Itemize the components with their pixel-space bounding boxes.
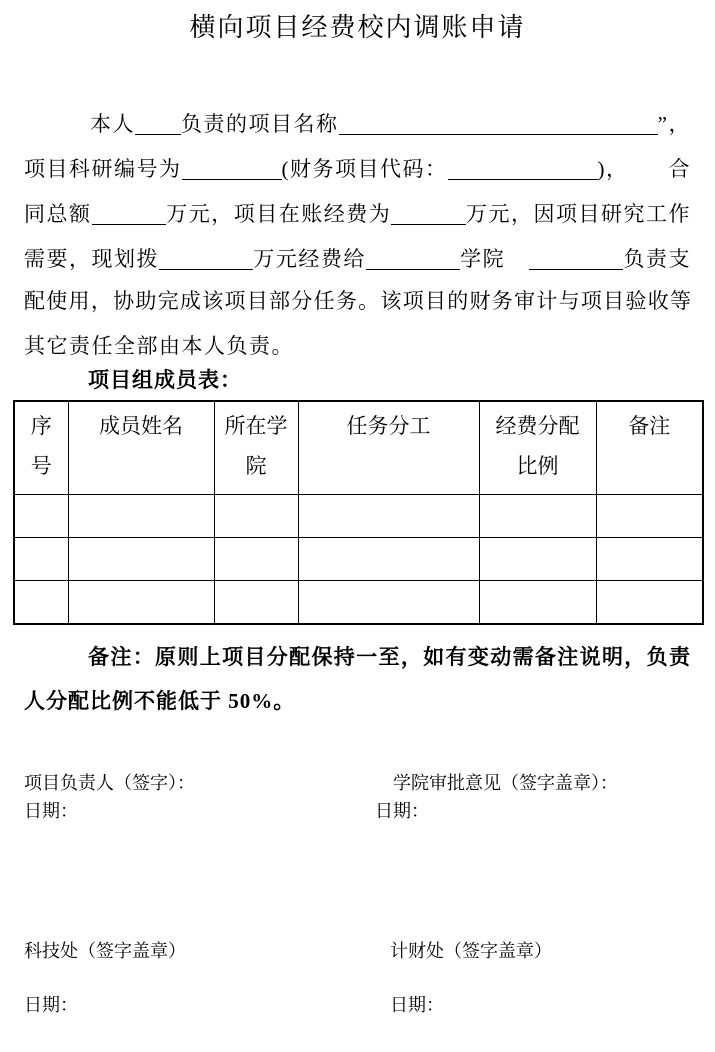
finance-office-label: 计财处（签字盖章） [390, 941, 552, 961]
header-text: 序 [30, 414, 52, 438]
line1-text-b: 负责的项目名称 [181, 112, 339, 136]
project-leader-signature-block [24, 769, 375, 825]
header-text: 经费分配 [495, 414, 580, 438]
table-cell [596, 495, 703, 538]
line4-text-d: 负责支 [623, 247, 691, 271]
project-leader-date-label: 日期： [24, 801, 78, 821]
line2-text-d: 合 [668, 157, 691, 181]
line3-text-a: 同总额 [24, 202, 92, 226]
header-text: 比例 [516, 454, 559, 478]
note-line-2: 人分配比例不能低于 50%。 [24, 689, 296, 713]
science-tech-office-date-label: 日期： [24, 995, 78, 1015]
table-cell [298, 495, 479, 538]
project-leader-signature-label: 项目负责人（签字）： [24, 773, 195, 793]
blank-account-balance [391, 222, 466, 225]
line4-text-b: 万元经费给 [253, 247, 366, 271]
remarks-note [24, 635, 691, 723]
header-text: 所在学 [224, 414, 288, 438]
college-approval-block [375, 769, 691, 825]
members-table-heading: 项目组成员表： [88, 368, 242, 392]
header-text: 成员姓名 [99, 414, 183, 438]
note-line-1: 备注：原则上项目分配保持一至，如有变动需备注说明，负责 [88, 645, 691, 669]
line2-text-a: 项目科研编号为 [24, 157, 182, 181]
table-cell [214, 495, 298, 538]
science-tech-office-block [24, 937, 375, 1019]
table-cell [298, 538, 479, 581]
blank-applicant-name [135, 132, 181, 135]
college-approval-date-label: 日期： [375, 801, 429, 821]
paragraph-line-6: 其它责任全部由本人负责。 [24, 334, 294, 358]
finance-office-date-label: 日期： [390, 995, 444, 1015]
blank-college-name [366, 267, 460, 270]
header-member-name [68, 401, 214, 495]
line4-text-a: 需要，现划拨 [24, 247, 159, 271]
members-table-header-row [14, 401, 703, 495]
table-cell [214, 581, 298, 625]
blank-research-number [182, 177, 282, 180]
table-cell [14, 581, 68, 625]
paragraph-line-1 [24, 100, 691, 145]
line3-text-c: 万元，因项目研究工作 [466, 202, 691, 226]
signature-row-1 [24, 769, 691, 825]
table-cell [479, 495, 596, 538]
line1-text-a: 本人 [90, 112, 135, 136]
table-cell [214, 538, 298, 581]
header-text: 院 [245, 454, 267, 478]
line3-text-b: 万元，项目在账经费为 [166, 202, 392, 226]
blank-transfer-amount [159, 267, 253, 270]
line2-text-c: )， [597, 157, 629, 181]
paragraph-line-4 [24, 235, 691, 280]
table-cell [596, 538, 703, 581]
science-tech-office-label: 科技处（签字盖章） [24, 941, 186, 961]
members-table [13, 400, 704, 625]
table-cell [479, 538, 596, 581]
header-text: 号 [30, 454, 52, 478]
table-cell [68, 538, 214, 581]
college-approval-label: 学院审批意见（签字盖章）： [393, 773, 618, 793]
document-page [0, 10, 715, 1052]
table-cell [14, 538, 68, 581]
table-cell [298, 581, 479, 625]
blank-finance-code [448, 177, 598, 180]
header-remarks [596, 401, 703, 495]
paragraph-line-2 [24, 145, 691, 190]
header-college [214, 401, 298, 495]
paragraph-line-3 [24, 190, 691, 235]
line4-text-c: 学院 [460, 247, 506, 271]
blank-project-title [339, 132, 658, 135]
header-serial-number [14, 401, 68, 495]
blank-responsible-person [529, 267, 623, 270]
line1-text-c: ”， [657, 112, 691, 136]
document-title: 横向项目经费校内调账申请 [189, 13, 526, 42]
members-table-row [14, 581, 703, 625]
table-cell [68, 495, 214, 538]
table-cell [596, 581, 703, 625]
header-text: 任务分工 [346, 414, 431, 438]
body-paragraph [24, 100, 691, 370]
header-text: 备注 [628, 414, 671, 438]
line2-text-b: (财务项目代码： [281, 157, 448, 181]
members-table-row [14, 495, 703, 538]
table-cell [68, 581, 214, 625]
header-task-division [298, 401, 479, 495]
table-cell [14, 495, 68, 538]
header-funding-ratio [479, 401, 596, 495]
signature-row-2 [24, 937, 691, 1019]
blank-contract-total [92, 222, 167, 225]
finance-office-block [375, 937, 691, 1019]
table-cell [479, 581, 596, 625]
paragraph-line-5: 配使用，协助完成该项目部分任务。该项目的财务审计与项目验收等 [24, 289, 691, 313]
members-table-row [14, 538, 703, 581]
